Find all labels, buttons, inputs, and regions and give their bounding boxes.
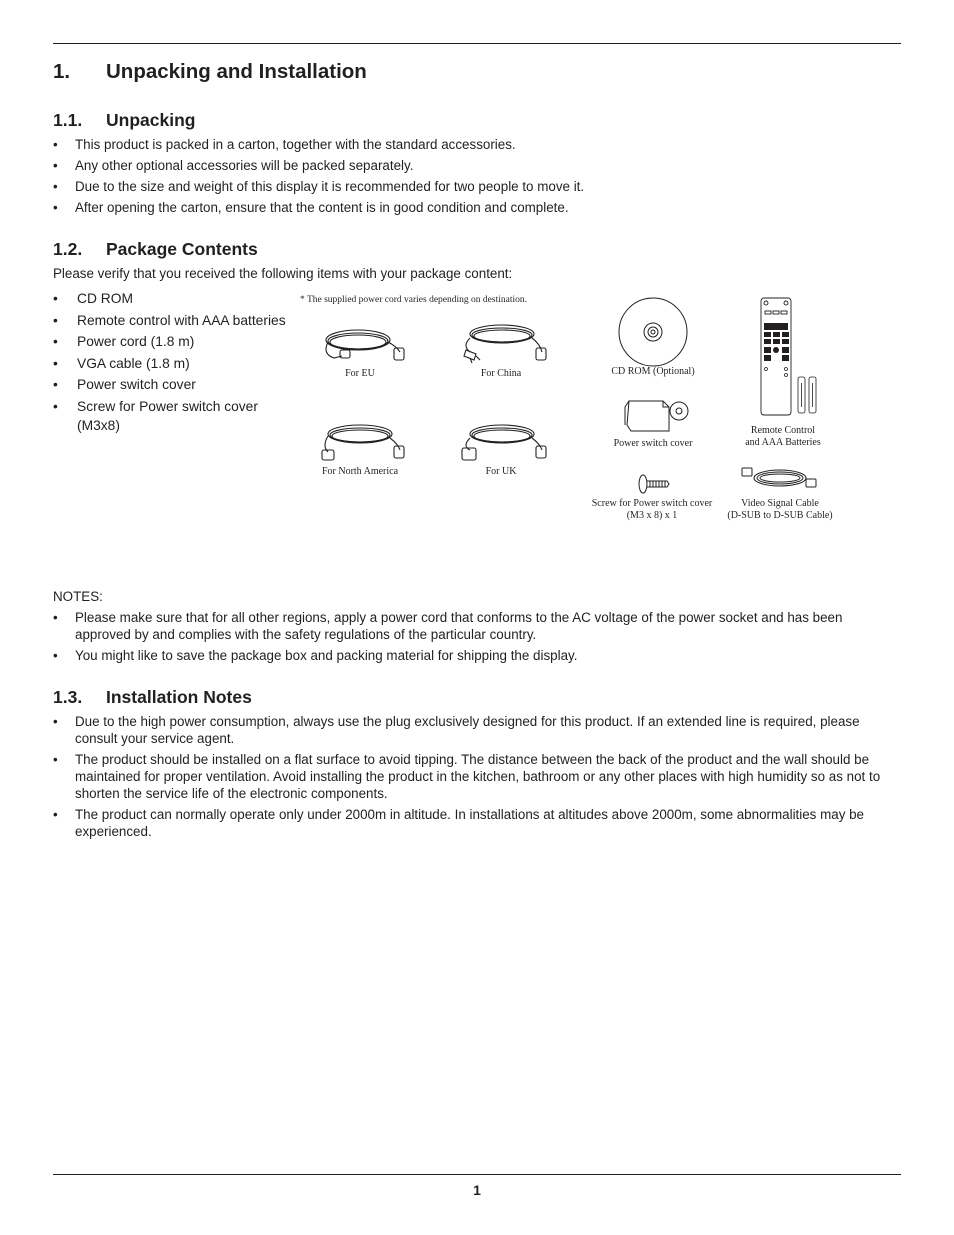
caption-remote-line-2: and AAA Batteries <box>745 437 821 448</box>
power-cord-china-illustration <box>458 320 548 365</box>
caption-vga-line-1: Video Signal Cable <box>741 498 819 509</box>
caption-cd-rom: CD ROM (Optional) <box>611 366 695 377</box>
list-item: • The product can normally operate only under 2000m in altitude. In installations at altitudes above 2000m, some abnormalities may be experienced. <box>53 806 901 840</box>
notes-label: NOTES: <box>53 589 103 604</box>
unpacking-list <box>53 136 901 216</box>
caption-screw-line-2: (M3 x 8) x 1 <box>626 510 678 521</box>
power-cord-eu-illustration <box>318 320 408 365</box>
power-switch-cover-illustration <box>623 395 693 437</box>
list-item: • Power switch cover <box>53 376 298 393</box>
bottom-rule <box>53 1174 901 1175</box>
package-intro: Please verify that you received the following items with your package content: <box>53 266 513 281</box>
section-heading-installation-notes: 1.3. Installation Notes <box>53 687 252 707</box>
package-items-list <box>53 290 298 435</box>
caption-remote-control <box>723 425 843 449</box>
screw-illustration <box>637 473 671 495</box>
list-item: • This product is packed in a carton, together with the standard accessories. <box>53 136 901 153</box>
notes-list <box>53 609 901 664</box>
remote-control-illustration <box>758 297 822 417</box>
installation-list <box>53 713 901 840</box>
page-title: 1. Unpacking and Installation <box>53 60 367 83</box>
list-item: • Power cord (1.8 m) <box>53 333 298 350</box>
list-item: • CD ROM <box>53 290 298 307</box>
caption-vga-cable <box>712 498 848 522</box>
list-item: • The product should be installed on a flat surface to avoid tipping. The distance between the back of the product and the wall should be maintained for proper ventilation. Avoid installing the product in the kitchen, bathroom or any other places with high humidity so as not to shorten the service life of the electronic components. <box>53 751 901 802</box>
list-item: • Any other optional accessories will be packed separately. <box>53 157 901 174</box>
power-cord-note: * The supplied power cord varies depending on destination. <box>300 295 527 305</box>
list-item: • After opening the carton, ensure that the content is in good condition and complete. <box>53 199 901 216</box>
list-item: • Screw for Power switch cover (M3x8) <box>53 397 277 435</box>
caption-power-switch-cover: Power switch cover <box>613 438 693 449</box>
caption-for-china: For China <box>480 368 522 379</box>
page-number: 1 <box>473 1182 481 1198</box>
list-item: • Due to the high power consumption, always use the plug exclusively designed for this product. If an extended line is required, please consult your service agent. <box>53 713 901 747</box>
list-item: • Due to the size and weight of this display it is recommended for two people to move it. <box>53 178 901 195</box>
list-item: • VGA cable (1.8 m) <box>53 355 298 372</box>
caption-for-uk: For UK <box>485 466 517 477</box>
caption-for-north-america: For North America <box>321 466 399 477</box>
section-heading-unpacking: 1.1. Unpacking <box>53 110 196 130</box>
list-item: • Remote control with AAA batteries <box>53 312 298 329</box>
caption-remote-line-1: Remote Control <box>750 425 816 436</box>
power-cord-uk-illustration <box>458 420 548 465</box>
caption-screw <box>578 498 726 522</box>
caption-vga-line-2: (D-SUB to D-SUB Cable) <box>727 510 833 521</box>
list-item: • You might like to save the package box and packing material for shipping the display. <box>53 647 901 664</box>
power-cord-north-america-illustration <box>318 420 408 465</box>
top-rule <box>53 43 901 44</box>
vga-cable-illustration <box>740 463 820 493</box>
caption-for-eu: For EU <box>345 368 375 379</box>
list-item: • Please make sure that for all other regions, apply a power cord that conforms to the AC voltage of the power socket and has been approved by and complies with the safety regulations of the particular country. <box>53 609 901 643</box>
caption-screw-line-1: Screw for Power switch cover <box>591 498 713 509</box>
section-heading-package-contents: 1.2. Package Contents <box>53 239 258 259</box>
cd-rom-illustration <box>617 296 689 368</box>
